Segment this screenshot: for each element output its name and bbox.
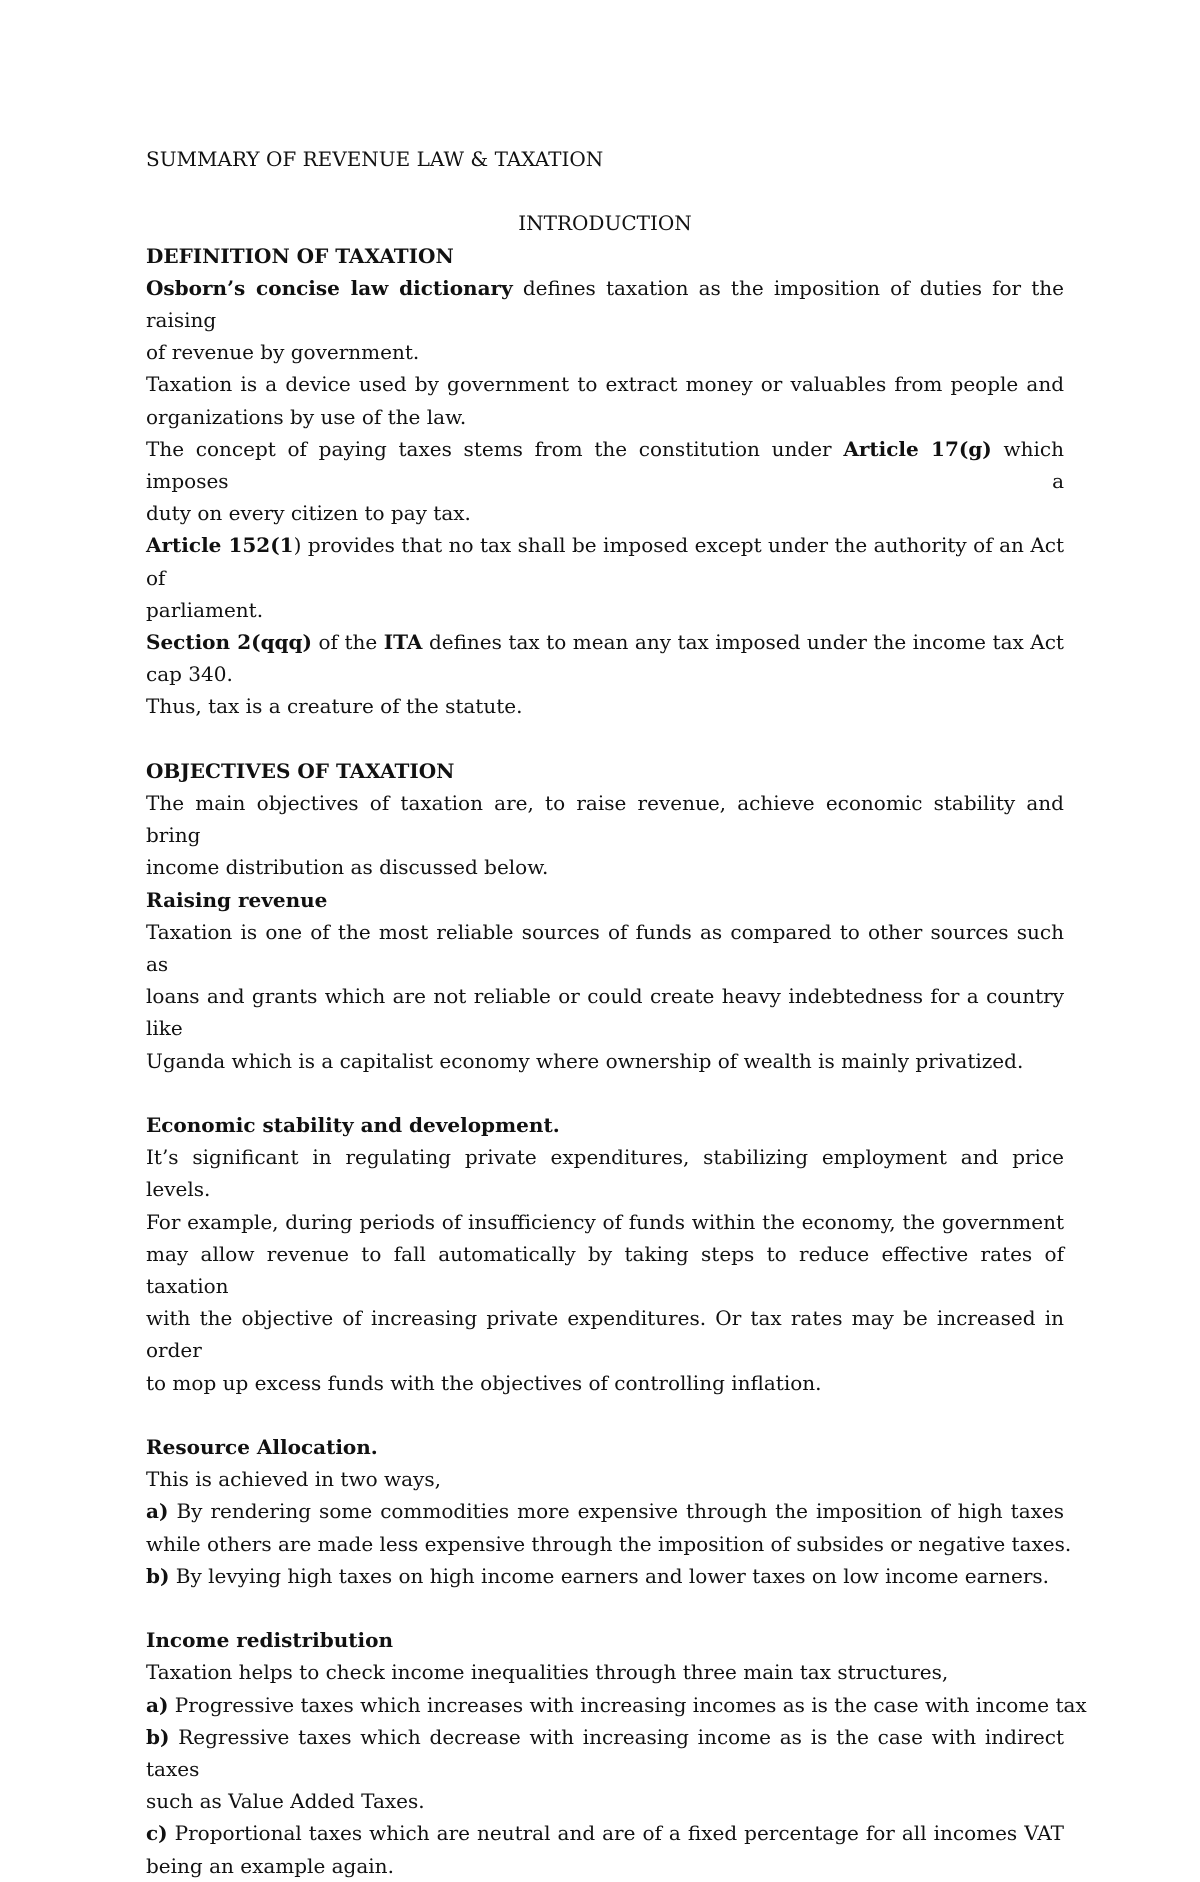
income-redistribution-c-line2: being an example again. bbox=[146, 1853, 394, 1878]
income-redistribution-b-line2: such as Value Added Taxes. bbox=[146, 1789, 425, 1814]
economic-stability-line1: It’s significant in regulating private expenditures, stabilizing employment and price levels. bbox=[146, 1145, 1064, 1202]
definition-p2-line2: organizations by use of the law. bbox=[146, 404, 467, 429]
raising-revenue-line2: loans and grants which are not reliable or could create heavy indebtedness for a country like bbox=[146, 984, 1064, 1041]
raising-revenue-heading-text: Raising revenue bbox=[146, 887, 328, 912]
income-redistribution-b-text: Regressive taxes which decrease with increasing income as is the case with indirect taxes bbox=[146, 1724, 1064, 1782]
ita-bold: ITA bbox=[383, 630, 423, 655]
objectives-intro-line1: The main objectives of taxation are, to raise revenue, achieve economic stability and bring bbox=[146, 791, 1064, 848]
article-152-bold: Article 152(1 bbox=[146, 533, 294, 558]
document-title: SUMMARY OF REVENUE LAW & TAXATION bbox=[146, 147, 604, 171]
definition-p1-line1 bbox=[146, 272, 1064, 336]
resource-allocation-b-text: By levying high taxes on high income earners and lower taxes on low income earners. bbox=[169, 1563, 1050, 1588]
spacer bbox=[146, 1592, 1064, 1624]
objectives-intro-line2: income distribution as discussed below. bbox=[146, 855, 549, 880]
income-redistribution-c-text: Proportional taxes which are neutral and are of a fixed percentage for all incomes VAT bbox=[167, 1821, 1064, 1846]
definition-p2-line1: Taxation is a device used by government to extract money or valuables from people and bbox=[146, 372, 1064, 397]
income-redistribution-intro: Taxation helps to check income inequalities through three main tax structures, bbox=[146, 1660, 949, 1685]
resource-allocation-a-line1 bbox=[146, 1495, 1064, 1527]
list-label-a: a) bbox=[146, 1692, 169, 1717]
resource-allocation-a-line2: while others are made less expensive through the imposition of subsides or negative taxes. bbox=[146, 1531, 1072, 1556]
definition-p5-text-b: defines tax to mean any tax imposed under the income tax Act bbox=[422, 630, 1064, 655]
economic-stability-line5: to mop up excess funds with the objectives of controlling inflation. bbox=[146, 1370, 822, 1395]
definition-heading-text: DEFINITION OF TAXATION bbox=[146, 243, 454, 268]
definition-p5-line2: cap 340. bbox=[146, 662, 233, 687]
list-label-c: c) bbox=[146, 1821, 168, 1846]
definition-p4-line1 bbox=[146, 529, 1064, 593]
raising-revenue-line1: Taxation is one of the most reliable sources of funds as compared to other sources such as bbox=[146, 919, 1064, 977]
income-redistribution-heading bbox=[146, 1624, 1064, 1656]
list-label-a: a) bbox=[146, 1499, 169, 1524]
definition-heading bbox=[146, 240, 1064, 272]
resource-allocation-b-line1 bbox=[146, 1560, 1064, 1592]
income-redistribution-b-line1 bbox=[146, 1721, 1064, 1785]
list-label-b: b) bbox=[146, 1563, 170, 1588]
definition-p3-line2: duty on every citizen to pay tax. bbox=[146, 501, 471, 526]
spacer bbox=[146, 1399, 1064, 1431]
income-redistribution-a-line1 bbox=[146, 1689, 1087, 1721]
economic-stability-heading bbox=[146, 1109, 1064, 1141]
section-2qqq-bold: Section 2(qqq) bbox=[146, 630, 312, 655]
raising-revenue-heading bbox=[146, 884, 1064, 916]
economic-stability-heading-text: Economic stability and development. bbox=[146, 1113, 560, 1138]
definition-p5-text-a: of the bbox=[311, 630, 384, 655]
objectives-heading bbox=[146, 755, 1064, 787]
document-page bbox=[146, 143, 1087, 1882]
definition-p3-text-b: which imposes a bbox=[146, 436, 1064, 494]
income-redistribution-c-line1 bbox=[146, 1817, 1064, 1849]
income-redistribution-a-text: Progressive taxes which increases with increasing incomes as is the case with income tax bbox=[168, 1692, 1087, 1717]
osborn-dictionary-bold: Osborn’s concise law dictionary bbox=[146, 275, 513, 300]
income-redistribution-heading-text: Income redistribution bbox=[146, 1628, 393, 1653]
definition-p6: Thus, tax is a creature of the statute. bbox=[146, 694, 523, 719]
resource-allocation-intro: This is achieved in two ways, bbox=[146, 1467, 441, 1492]
resource-allocation-heading-text: Resource Allocation. bbox=[146, 1435, 378, 1460]
economic-stability-line2: For example, during periods of insufficiency of funds within the economy, the government bbox=[146, 1209, 1064, 1234]
definition-p1-line2: of revenue by government. bbox=[146, 340, 420, 365]
definition-p4-line2: parliament. bbox=[146, 597, 264, 622]
introduction-heading: INTRODUCTION bbox=[518, 211, 692, 236]
list-label-b: b) bbox=[146, 1724, 170, 1749]
article-17g-bold: Article 17(g) bbox=[843, 436, 992, 461]
spacer bbox=[146, 723, 1064, 755]
definition-p5-line1 bbox=[146, 626, 1064, 658]
economic-stability-line3: may allow revenue to fall automatically by taking steps to reduce effective rates of taxation bbox=[146, 1241, 1064, 1299]
definition-p4-text: ) provides that no tax shall be imposed except under the authority of an Act of bbox=[146, 533, 1064, 590]
definition-p1-text: defines taxation as the imposition of duties for the raising bbox=[146, 275, 1064, 332]
definition-p3-line1 bbox=[146, 433, 1064, 497]
spacer bbox=[146, 1077, 1064, 1109]
resource-allocation-a-text: By rendering some commodities more expensive through the imposition of high taxes bbox=[168, 1499, 1064, 1524]
objectives-heading-text: OBJECTIVES OF TAXATION bbox=[146, 758, 455, 783]
economic-stability-line4: with the objective of increasing private expenditures. Or tax rates may be increased in order bbox=[146, 1306, 1064, 1363]
definition-p3-text-a: The concept of paying taxes stems from the constitution under bbox=[146, 436, 844, 461]
resource-allocation-heading bbox=[146, 1431, 1064, 1463]
raising-revenue-line3: Uganda which is a capitalist economy where ownership of wealth is mainly privatized. bbox=[146, 1048, 1024, 1073]
